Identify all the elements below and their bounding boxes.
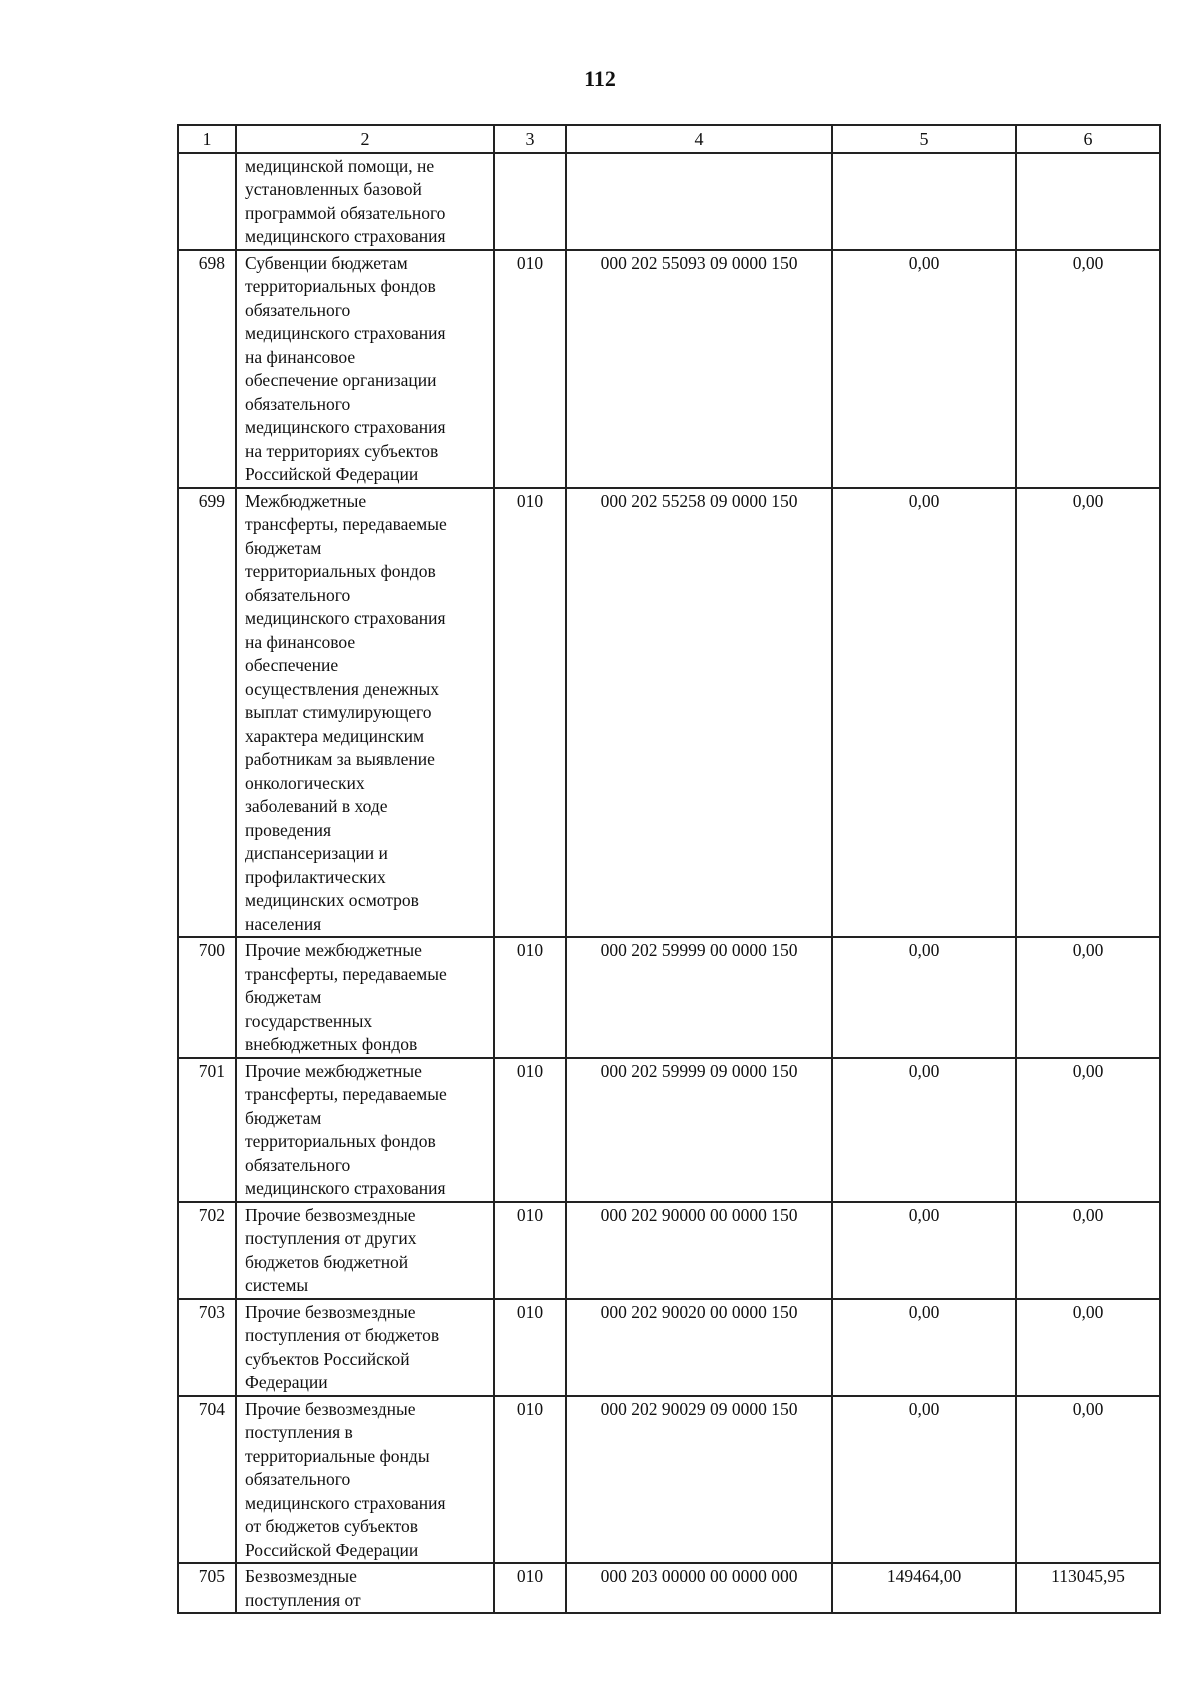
row-name-line: бюджетов бюджетной: [245, 1251, 409, 1272]
row-value-5-cell: 0,00: [832, 1202, 1016, 1299]
row-value-5-cell: 149464,00: [832, 1563, 1016, 1613]
table-row: [178, 488, 1160, 938]
row-name-line: проведения: [245, 819, 332, 840]
row-name-line: Федерации: [245, 1372, 328, 1392]
row-name-line: Безвозмездные: [245, 1566, 357, 1586]
header-cell-1: 1: [178, 125, 236, 153]
row-number-cell: 702: [178, 1202, 236, 1299]
row-name-line: работникам за выявление: [245, 749, 435, 769]
row-name-line: поступления от других: [245, 1228, 417, 1248]
row-name-line: внебюджетных фондов: [245, 1034, 418, 1054]
row-name-line: на территориях субъектов: [245, 440, 439, 461]
row-name-line: обеспечение организации: [245, 370, 437, 390]
row-value-6-cell: 0,00: [1016, 488, 1160, 938]
row-name-line: медицинской помощи, не: [245, 155, 435, 176]
row-budget-code-cell: 000 203 00000 00 0000 000: [566, 1563, 832, 1613]
header-cell-6: 6: [1016, 125, 1160, 153]
table-header-row: [178, 125, 1160, 153]
row-value-5-cell: 0,00: [832, 937, 1016, 1058]
row-number-cell: 700: [178, 937, 236, 1058]
row-name-line: системы: [245, 1275, 309, 1295]
table-row: [178, 1202, 1160, 1299]
table-row: [178, 1563, 1160, 1613]
row-admin-code-cell: 010: [494, 1396, 566, 1564]
row-name-line: обязательного: [245, 584, 351, 605]
row-name-cell: [236, 1202, 494, 1299]
table-row: [178, 937, 1160, 1058]
row-value-5-cell: 0,00: [832, 250, 1016, 488]
row-name-line: профилактических: [245, 866, 386, 887]
row-name-line: Прочие межбюджетные: [245, 940, 422, 960]
row-name-line: территориальных фондов: [245, 276, 436, 296]
row-name-line: поступления от бюджетов: [245, 1325, 440, 1345]
table-row: [178, 1058, 1160, 1202]
row-name-line: бюджетам: [245, 537, 322, 558]
row-value-6-cell: 0,00: [1016, 1299, 1160, 1396]
row-name-cell: [236, 1058, 494, 1202]
row-name-line: программой обязательного: [245, 202, 446, 223]
row-value-5-cell: [832, 153, 1016, 250]
table-body: [178, 153, 1160, 1614]
table-row: [178, 250, 1160, 488]
row-name-line: территориальных фондов: [245, 1131, 436, 1151]
row-name-line: обязательного: [245, 393, 351, 414]
page-number: 112: [584, 66, 616, 91]
row-value-5-cell: 0,00: [832, 488, 1016, 938]
row-name-line: территориальные фонды: [245, 1445, 430, 1466]
row-name-line: населения: [245, 913, 322, 934]
row-name-cell: [236, 153, 494, 250]
row-name-line: Российской Федерации: [245, 464, 419, 484]
row-budget-code-cell: 000 202 90000 00 0000 150: [566, 1202, 832, 1299]
row-name-line: на финансовое: [245, 631, 356, 652]
row-name-line: обязательного: [245, 299, 351, 320]
row-name-line: Межбюджетные: [245, 490, 367, 511]
row-number-cell: 703: [178, 1299, 236, 1396]
row-name-line: обязательного: [245, 1154, 351, 1175]
row-value-5-cell: 0,00: [832, 1058, 1016, 1202]
row-number-cell: 699: [178, 488, 236, 938]
row-name-line: характера медицинским: [245, 725, 425, 746]
row-name-line: государственных: [245, 1010, 373, 1031]
row-name-line: трансферты, передаваемые: [245, 1084, 447, 1104]
row-admin-code-cell: [494, 153, 566, 250]
row-number-cell: 704: [178, 1396, 236, 1564]
header-cell-4: 4: [566, 125, 832, 153]
row-name-line: медицинского страхования: [245, 1492, 446, 1513]
row-name-line: Прочие безвозмездные: [245, 1398, 416, 1419]
row-number-cell: 705: [178, 1563, 236, 1613]
row-name-line: на финансовое: [245, 346, 356, 367]
header-cell-2: 2: [236, 125, 494, 153]
row-name-line: выплат стимулирующего: [245, 702, 432, 722]
row-name-line: медицинского страхования: [245, 417, 446, 437]
row-value-6-cell: [1016, 153, 1160, 250]
row-budget-code-cell: 000 202 55258 09 0000 150: [566, 488, 832, 938]
row-name-line: медицинского страхования: [245, 323, 446, 343]
row-admin-code-cell: 010: [494, 1202, 566, 1299]
row-name-line: установленных базовой: [245, 179, 422, 199]
row-number-cell: 701: [178, 1058, 236, 1202]
row-budget-code-cell: [566, 153, 832, 250]
row-name-line: поступления от: [245, 1589, 361, 1610]
row-admin-code-cell: 010: [494, 250, 566, 488]
table-row: [178, 153, 1160, 250]
row-value-6-cell: 0,00: [1016, 1202, 1160, 1299]
header-cell-5: 5: [832, 125, 1016, 153]
row-value-6-cell: 113045,95: [1016, 1563, 1160, 1613]
row-budget-code-cell: 000 202 55093 09 0000 150: [566, 250, 832, 488]
table-row: [178, 1299, 1160, 1396]
row-number-cell: [178, 153, 236, 250]
row-value-6-cell: 0,00: [1016, 937, 1160, 1058]
row-name-cell: [236, 1299, 494, 1396]
row-name-line: территориальных фондов: [245, 561, 436, 581]
row-name-line: Российской Федерации: [245, 1539, 419, 1560]
row-name-cell: [236, 1396, 494, 1564]
table-row: [178, 1396, 1160, 1564]
row-value-6-cell: 0,00: [1016, 250, 1160, 488]
row-name-cell: [236, 488, 494, 938]
row-name-line: осуществления денежных: [245, 678, 440, 699]
budget-table: [177, 124, 1161, 1614]
row-name-line: трансферты, передаваемые: [245, 963, 447, 984]
row-admin-code-cell: 010: [494, 488, 566, 938]
row-name-line: бюджетам: [245, 987, 322, 1007]
row-name-line: заболеваний в ходе: [245, 796, 388, 816]
row-name-line: трансферты, передаваемые: [245, 514, 447, 534]
row-name-line: субъектов Российской: [245, 1348, 410, 1369]
row-name-cell: [236, 1563, 494, 1613]
row-name-line: Прочие межбюджетные: [245, 1060, 422, 1081]
row-value-5-cell: 0,00: [832, 1299, 1016, 1396]
row-name-line: диспансеризации и: [245, 843, 388, 863]
row-name-line: медицинского страхования: [245, 608, 446, 628]
row-name-line: бюджетам: [245, 1107, 322, 1128]
row-name-line: поступления в: [245, 1422, 353, 1442]
row-name-line: обеспечение: [245, 655, 339, 675]
row-name-line: обязательного: [245, 1469, 351, 1489]
row-budget-code-cell: 000 202 59999 00 0000 150: [566, 937, 832, 1058]
row-name-line: медицинского страхования: [245, 1178, 446, 1198]
row-name-cell: [236, 937, 494, 1058]
row-admin-code-cell: 010: [494, 1299, 566, 1396]
row-name-line: онкологических: [245, 772, 365, 793]
row-admin-code-cell: 010: [494, 1563, 566, 1613]
row-name-line: Субвенции бюджетам: [245, 252, 408, 273]
row-value-5-cell: 0,00: [832, 1396, 1016, 1564]
row-name-line: медицинского страхования: [245, 226, 446, 246]
row-value-6-cell: 0,00: [1016, 1396, 1160, 1564]
row-budget-code-cell: 000 202 59999 09 0000 150: [566, 1058, 832, 1202]
row-value-6-cell: 0,00: [1016, 1058, 1160, 1202]
header-cell-3: 3: [494, 125, 566, 153]
row-name-cell: [236, 250, 494, 488]
row-name-line: Прочие безвозмездные: [245, 1204, 416, 1225]
row-budget-code-cell: 000 202 90020 00 0000 150: [566, 1299, 832, 1396]
row-number-cell: 698: [178, 250, 236, 488]
row-name-line: медицинских осмотров: [245, 890, 419, 910]
row-name-line: Прочие безвозмездные: [245, 1301, 416, 1322]
row-admin-code-cell: 010: [494, 1058, 566, 1202]
row-name-line: от бюджетов субъектов: [245, 1516, 419, 1536]
row-admin-code-cell: 010: [494, 937, 566, 1058]
row-budget-code-cell: 000 202 90029 09 0000 150: [566, 1396, 832, 1564]
